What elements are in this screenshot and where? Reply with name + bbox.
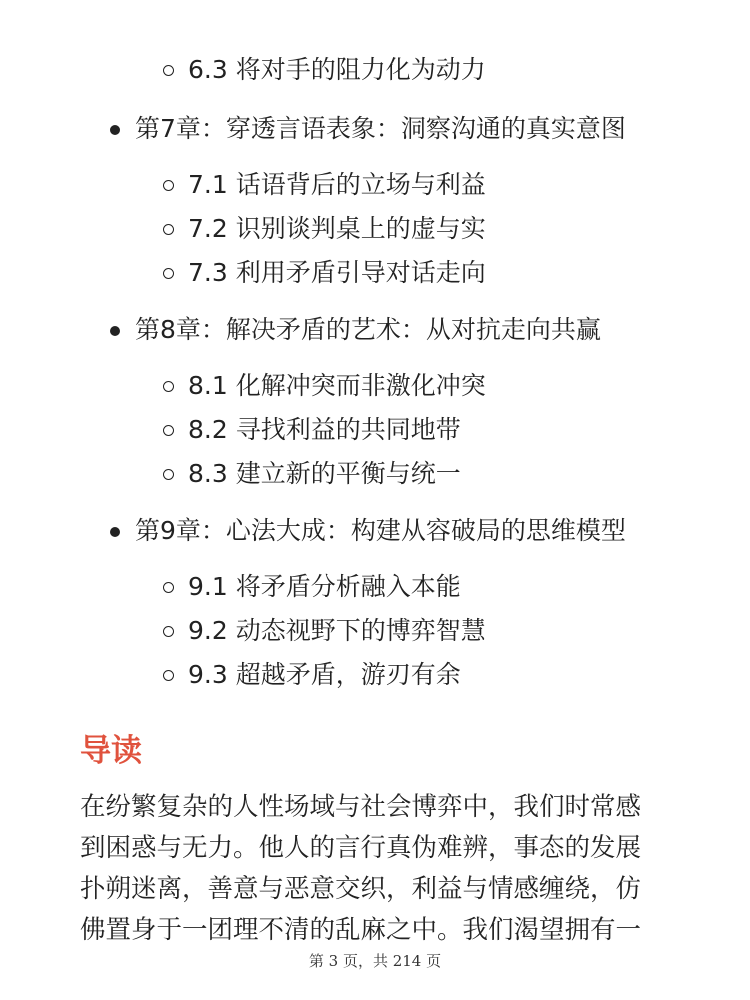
paragraph-line: 扑朔迷离，善意与恶意交织，利益与情感缠绕，仿 <box>80 874 642 904</box>
toc-item-9-1[interactable]: 9.1 将矛盾分析融入本能 <box>188 572 461 601</box>
page-footer: 第 3 页，共 214 页 <box>308 952 442 970</box>
toc-item-8-1[interactable]: 8.1 化解冲突而非激化冲突 <box>188 371 486 400</box>
hollow-bullet-icon <box>163 65 174 76</box>
hollow-bullet-icon <box>163 626 174 637</box>
hollow-bullet-icon <box>163 469 174 480</box>
hollow-bullet-icon <box>163 180 174 191</box>
toc-item-8-2[interactable]: 8.2 寻找利益的共同地带 <box>188 415 461 444</box>
toc-chapter-8[interactable]: 第8章：解决矛盾的艺术：从对抗走向共赢 <box>135 315 601 344</box>
toc-chapter-9[interactable]: 第9章：心法大成：构建从容破局的思维模型 <box>135 516 626 545</box>
hollow-bullet-icon <box>163 268 174 279</box>
solid-bullet-icon <box>110 527 120 537</box>
section-heading: 导读 <box>80 733 142 769</box>
toc-item-8-3[interactable]: 8.3 建立新的平衡与统一 <box>188 459 461 488</box>
toc-item-7-3[interactable]: 7.3 利用矛盾引导对话走向 <box>188 258 486 287</box>
toc-item-7-1[interactable]: 7.1 话语背后的立场与利益 <box>188 170 486 199</box>
toc-item-7-2[interactable]: 7.2 识别谈判桌上的虚与实 <box>188 214 486 243</box>
solid-bullet-icon <box>110 125 120 135</box>
solid-bullet-icon <box>110 326 120 336</box>
toc-item-6-3[interactable]: 6.3 将对手的阻力化为动力 <box>188 55 486 84</box>
paragraph-line: 佛置身于一团理不清的乱麻之中。我们渴望拥有一 <box>80 915 642 945</box>
toc-item-9-2[interactable]: 9.2 动态视野下的博弈智慧 <box>188 616 486 645</box>
hollow-bullet-icon <box>163 670 174 681</box>
toc-item-9-3[interactable]: 9.3 超越矛盾，游刃有余 <box>188 660 461 689</box>
toc-chapter-7[interactable]: 第7章：穿透言语表象：洞察沟通的真实意图 <box>135 114 626 143</box>
hollow-bullet-icon <box>163 224 174 235</box>
hollow-bullet-icon <box>163 582 174 593</box>
hollow-bullet-icon <box>163 381 174 392</box>
paragraph-line: 到困惑与无力。他人的言行真伪难辨，事态的发展 <box>80 833 642 863</box>
paragraph-line: 在纷繁复杂的人性场域与社会博弈中，我们时常感 <box>80 792 642 822</box>
hollow-bullet-icon <box>163 425 174 436</box>
